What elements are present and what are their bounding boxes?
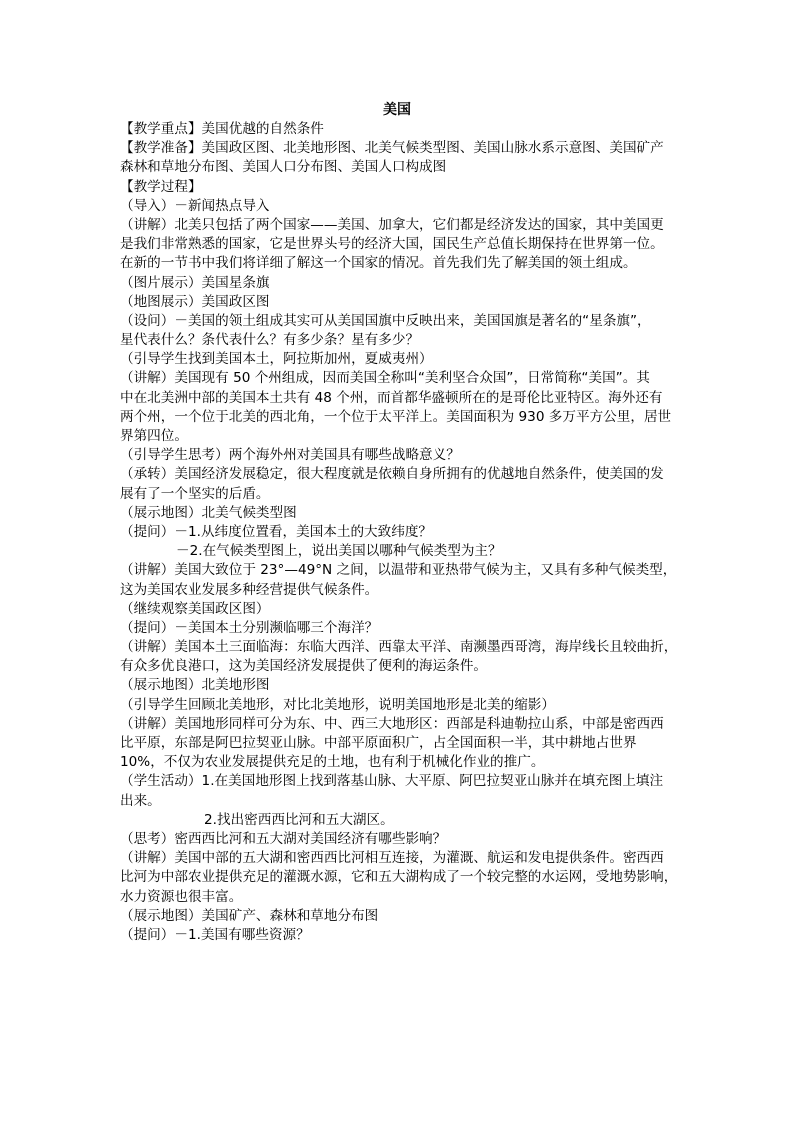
paragraph-line: 出来。 [120, 792, 161, 809]
paragraph-line: （地图展示）美国政区图 [120, 293, 270, 310]
paragraph-line: （引导学生回顾北美地形，对比北美地形，说明美国地形是北美的缩影） [120, 696, 555, 713]
paragraph-line: （图片展示）美国星条旗 [120, 274, 270, 291]
paragraph-line: －2.在气候类型图上，说出美国以哪种气候类型为主？ [176, 543, 502, 560]
paragraph-line: 在新的一节书中我们将详细了解这一个国家的情况。首先我们先了解美国的领土组成。 [120, 255, 637, 272]
paragraph-line: （展示地图）北美地形图 [120, 677, 270, 694]
paragraph-line: （展示地图）美国矿产、森林和草地分布图 [120, 907, 379, 924]
paragraph-line: （提问）－美国本土分别濒临哪三个海洋？ [120, 619, 379, 636]
paragraph-line: （引导学生找到美国本土，阿拉斯加州，夏威夷州） [120, 351, 433, 368]
paragraph-line: 比河为中部农业提供充足的灌溉水源，它和五大湖构成了一个较完整的水运网，受地势影响， [120, 869, 678, 886]
paragraph-line: （展示地图）北美气候类型图 [120, 504, 297, 521]
paragraph-line: 水力资源也很丰富。 [120, 888, 243, 905]
paragraph-line: （承转）美国经济发展稳定，很大程度就是依赖自身所拥有的优越地自然条件，使美国的发 [120, 466, 664, 483]
paragraph-line: 这为美国农业发展多种经营提供气候条件。 [120, 581, 379, 598]
document-title: 美国 [383, 102, 411, 118]
paragraph-line: （提问）－1.美国有哪些资源？ [120, 926, 310, 943]
paragraph-line: （提问）－1.从纬度位置看，美国本土的大致纬度？ [120, 523, 433, 540]
paragraph-line: （设问）－美国的领土组成其实可从美国国旗中反映出来，美国国旗是著名的“星条旗”， [120, 312, 651, 329]
paragraph-line: （导入）－新闻热点导入 [120, 197, 270, 214]
paragraph-line: 是我们非常熟悉的国家，它是世界头号的经济大国，国民生产总值长期保持在世界第一位。 [120, 236, 664, 253]
paragraph-line: （讲解）美国现有 50 个州组成，因而美国全称叫“美利坚合众国”，日常简称“美国”。其 [120, 370, 650, 387]
paragraph-line: 界第四位。 [120, 428, 188, 444]
paragraph-line: 【教学过程】 [120, 178, 202, 195]
paragraph-line: 两个州，一个位于北美的西北角，一个位于太平洋上。美国面积为 930 多万平方公里，居世 [120, 408, 672, 425]
paragraph-line: 森林和草地分布图、美国人口分布图、美国人口构成图 [120, 159, 447, 176]
paragraph-line: （讲解）美国中部的五大湖和密西西比河相互连接，为灌溉、航运和发电提供条件。密西西 [120, 850, 664, 867]
paragraph-line: （讲解）美国本土三面临海：东临大西洋、西靠太平洋、南濒墨西哥湾，海岸线长且较曲折， [120, 639, 678, 656]
paragraph-line: 2.找出密西西比河和五大湖区。 [204, 811, 394, 828]
paragraph-line: （引导学生思考）两个海外州对美国具有哪些战略意义？ [120, 447, 460, 464]
paragraph-line: （讲解）美国大致位于 23°—49°N 之间，以温带和亚热带气候为主，又具有多种气候类型， [120, 562, 677, 579]
paragraph-line: 星代表什么？条代表什么？有多少条？星有多少？ [120, 332, 420, 349]
paragraph-line: 10%，不仅为农业发展提供充足的土地，也有利于机械化作业的推广。 [120, 754, 545, 771]
document-body [120, 120, 676, 945]
paragraph-line: （学生活动）1.在美国地形图上找到落基山脉、大平原、阿巴拉契亚山脉并在填充图上填注 [120, 773, 664, 790]
paragraph-line: （继续观察美国政区图） [120, 600, 270, 617]
paragraph-line: 【教学准备】美国政区图、北美地形图、北美气候类型图、美国山脉水系示意图、美国矿产 [120, 140, 664, 157]
paragraph-line: 有众多优良港口，这为美国经济发展提供了便利的海运条件。 [120, 658, 488, 675]
paragraph-line: 【教学重点】美国优越的自然条件 [120, 121, 324, 137]
paragraph-line: 展有了一个坚实的后盾。 [120, 485, 270, 502]
paragraph-line: 中在北美洲中部的美国本土共有 48 个州，而首都华盛顿所在的是哥伦比亚特区。海外还有 [120, 389, 663, 406]
paragraph-line: （思考）密西西比河和五大湖对美国经济有哪些影响？ [120, 830, 447, 847]
paragraph-line: 比平原，东部是阿巴拉契亚山脉。中部平原面积广，占全国面积一半，其中耕地占世界 [120, 735, 637, 751]
paragraph-line: （讲解）北美只包括了两个国家——美国、加拿大，它们都是经济发达的国家，其中美国更 [120, 216, 664, 233]
paragraph-line: （讲解）美国地形同样可分为东、中、西三大地形区：西部是科迪勒拉山系，中部是密西西 [120, 715, 664, 732]
